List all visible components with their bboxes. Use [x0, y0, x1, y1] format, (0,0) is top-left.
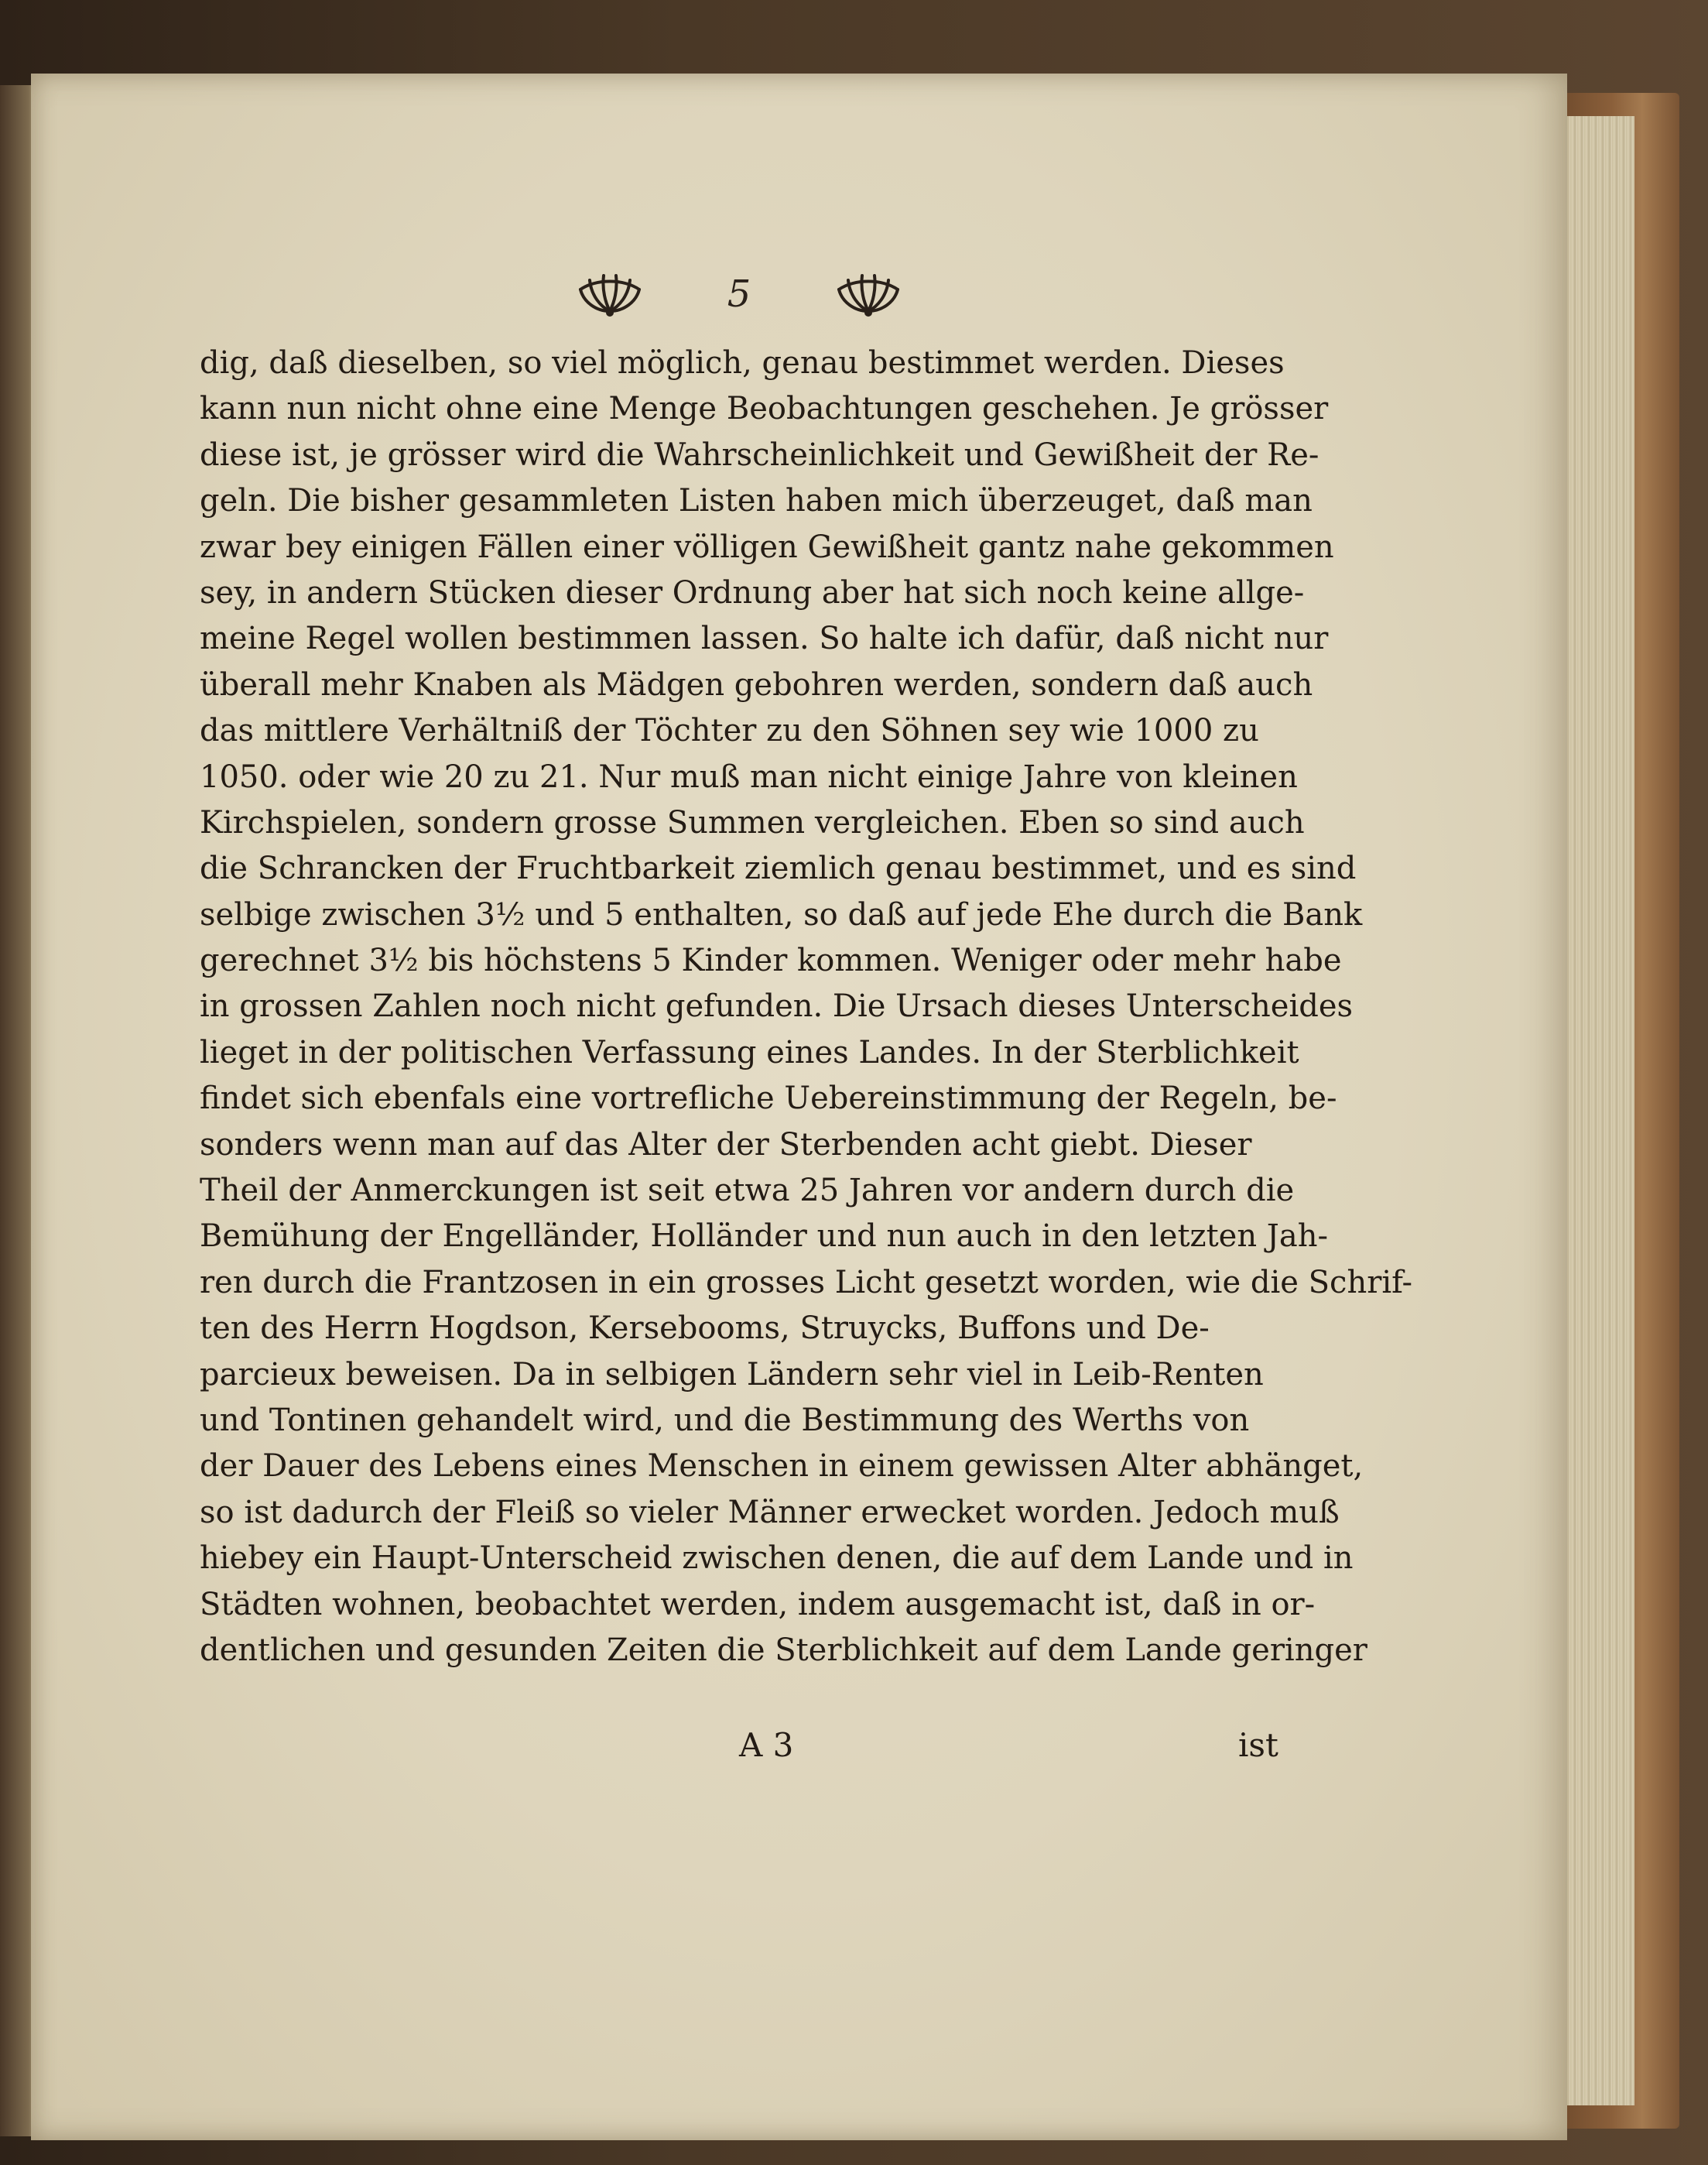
text-line: Bemühung der Engelländer, Holländer und nun auch in den letzten Jah-: [200, 1218, 1328, 1255]
text-line: die Schrancken der Fruchtbarkeit ziemlich genau bestimmet, und es sind: [200, 851, 1357, 887]
page-header: [573, 263, 905, 325]
text-line: lieget in der politischen Verfassung eines Landes. In der Sterblichkeit: [200, 1034, 1299, 1071]
text-line: zwar bey einigen Fällen einer völligen Gewißheit gantz nahe gekommen: [200, 529, 1334, 565]
text-line: meine Regel wollen bestimmen lassen. So halte ich dafür, daß nicht nur: [200, 621, 1329, 657]
page-number: 5: [727, 272, 751, 316]
text-line: 1050. oder wie 20 zu 21. Nur muß man nicht einige Jahre von kleinen: [200, 759, 1298, 795]
signature-mark: A 3: [739, 1726, 794, 1764]
catchword: ist: [1238, 1726, 1278, 1764]
text-line: Theil der Anmerckungen ist seit etwa 25 Jahren vor andern durch die: [200, 1173, 1295, 1209]
body-text: [200, 341, 1413, 1673]
text-line: überall mehr Knaben als Mädgen gebohren werden, sondern daß auch: [200, 666, 1313, 703]
text-line: kann nun nicht ohne eine Menge Beobachtungen geschehen. Je grösser: [200, 391, 1329, 427]
text-line: gerechnet 3½ bis höchstens 5 Kinder kommen. Weniger oder mehr habe: [200, 943, 1342, 979]
text-line: in grossen Zahlen noch nicht gefunden. Die Ursach dieses Unterscheides: [200, 988, 1354, 1025]
text-line: so ist dadurch der Fleiß so vieler Männer erwecket worden. Jedoch muß: [200, 1494, 1340, 1530]
text-line: Städten wohnen, beobachtet werden, indem ausgemacht ist, daß in or-: [200, 1586, 1316, 1622]
text-line: das mittlere Verhältniß der Töchter zu den Söhnen sey wie 1000 zu: [200, 713, 1259, 749]
text-line: dentlichen und gesunden Zeiten die Sterblichkeit auf dem Lande geringer: [200, 1632, 1367, 1668]
text-line: parcieux beweisen. Da in selbigen Ländern sehr viel in Leib-Renten: [200, 1356, 1264, 1393]
text-line: Kirchspielen, sondern grosse Summen vergleichen. Eben so sind auch: [200, 804, 1305, 841]
text-line: diese ist, je grösser wird die Wahrscheinlichkeit und Gewißheit der Re-: [200, 437, 1320, 473]
text-line: findet sich ebenfals eine vortrefliche Uebereinstimmung der Regeln, be-: [200, 1081, 1337, 1117]
text-line: dig, daß dieselben, so viel möglich, genau bestimmet werden. Dieses: [200, 345, 1285, 381]
text-line: der Dauer des Lebens eines Menschen in einem gewissen Alter abhänget,: [200, 1448, 1364, 1485]
shell-fleuron-icon: [573, 271, 647, 317]
text-line: und Tontinen gehandelt wird, und die Bestimmung des Werths von: [200, 1402, 1250, 1438]
text-line: geln. Die bisher gesammleten Listen haben mich überzeuget, daß man: [200, 483, 1313, 519]
shell-fleuron-icon: [831, 271, 905, 317]
text-line: ren durch die Frantzosen in ein grosses Licht gesetzt worden, wie die Schrif-: [200, 1264, 1413, 1300]
text-line: hiebey ein Haupt-Unterscheid zwischen denen, die auf dem Lande und in: [200, 1540, 1354, 1577]
text-line: selbige zwischen 3½ und 5 enthalten, so daß auf jede Ehe durch die Bank: [200, 896, 1363, 933]
text-line: ten des Herrn Hogdson, Kersebooms, Struycks, Buffons und De-: [200, 1310, 1210, 1347]
text-line: sey, in andern Stücken dieser Ordnung aber hat sich noch keine allge-: [200, 574, 1305, 611]
text-line: sonders wenn man auf das Alter der Sterbenden acht giebt. Dieser: [200, 1126, 1252, 1163]
